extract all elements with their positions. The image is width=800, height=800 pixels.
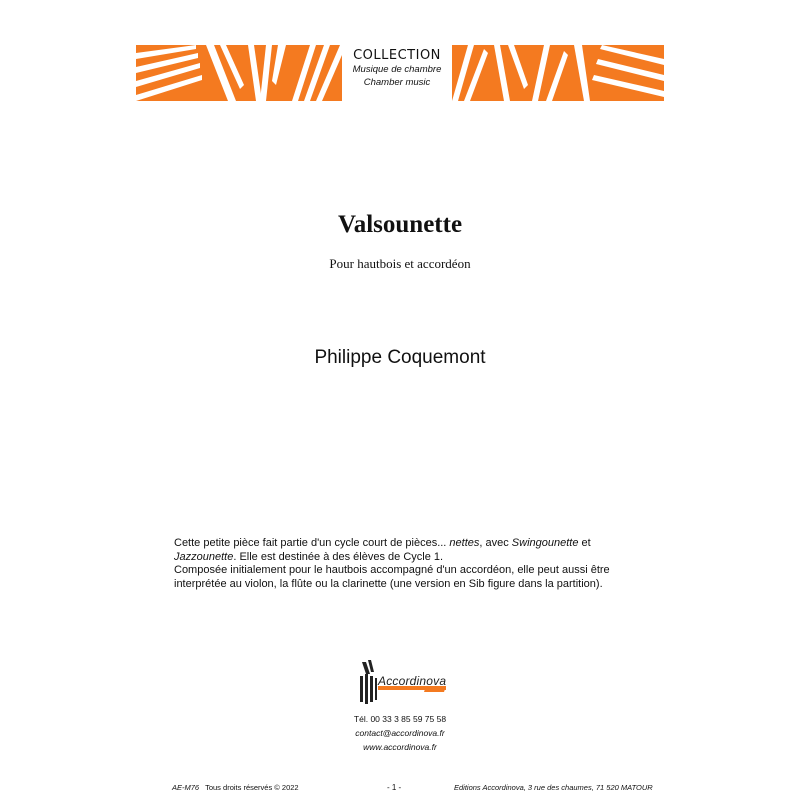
piece-name-jazzounette: Jazzounette bbox=[174, 550, 234, 563]
footer-catalog bbox=[172, 783, 299, 792]
description-paragraph-2: Composée initialement pour le hautbois accompagné d'un accordéon, elle peut aussi être interprétée au violon, la flûte ou la clarinette (une version en Sib figure dans la partition). bbox=[174, 564, 610, 590]
publisher-contact bbox=[0, 712, 800, 754]
score-instrumentation: Pour hautbois et accordéon bbox=[329, 256, 471, 271]
catalog-number: AE-M76 bbox=[172, 783, 200, 792]
copyright-notice: Tous droits réservés © 2022 bbox=[205, 783, 299, 792]
phone-number: Tél. 00 33 3 85 59 75 58 bbox=[353, 714, 447, 724]
page-number: - 1 - bbox=[387, 783, 402, 792]
publisher-logo bbox=[356, 660, 448, 708]
stripe-pattern-icon bbox=[136, 45, 342, 101]
composer-name: Philippe Coquemont bbox=[314, 347, 486, 368]
score-title: Valsounette bbox=[337, 211, 463, 238]
collection-banner bbox=[136, 45, 664, 101]
collection-label-box bbox=[344, 45, 450, 101]
page-footer bbox=[172, 783, 672, 795]
publisher-address: Editions Accordinova, 3 rue des chaumes, 71 520 MATOUR bbox=[454, 783, 653, 792]
banner-pattern-left bbox=[136, 45, 342, 101]
stripe-pattern-icon bbox=[452, 45, 664, 101]
banner-pattern-right bbox=[452, 45, 664, 101]
cycle-name-nettes: nettes bbox=[449, 537, 480, 549]
logo-wordmark: Accordinova bbox=[378, 674, 447, 688]
series-name-fr: Musique de chambre bbox=[352, 64, 442, 75]
website-link[interactable]: www.accordinova.fr bbox=[363, 742, 437, 752]
piece-name-swingounette: Swingounette bbox=[511, 537, 579, 549]
series-name-en: Chamber music bbox=[363, 77, 431, 88]
collection-label: COLLECTION bbox=[353, 48, 441, 63]
contact-email[interactable]: contact@accordinova.fr bbox=[355, 728, 445, 738]
work-description bbox=[174, 537, 654, 591]
description-paragraph-1: Cette petite pièce fait partie d'un cycle court de pièces... nettes, avec Swingounette et Jazzounette. Elle est destinée à des élèves de Cycle 1. bbox=[174, 537, 591, 563]
